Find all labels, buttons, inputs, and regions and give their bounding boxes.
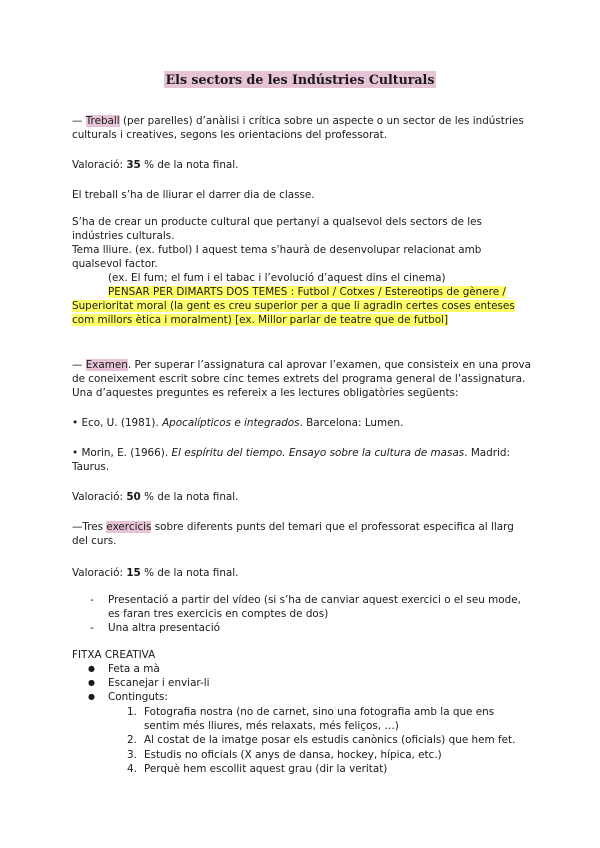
examen-ref1 <box>72 416 532 430</box>
treball-text: (per parelles) d’anàlisi i crítica sobre un aspecte o un sector de les indústries culturals i creatives, segons les orientacions del professorat. <box>72 115 524 142</box>
ref2-title: El espíritu del tiempo. Ensayo sobre la cultura de masas <box>171 447 465 459</box>
valoracio-label: Valoració: <box>72 159 127 171</box>
examen-keyword: Examen <box>85 359 128 371</box>
list-item-text: Feta a mà <box>108 663 160 675</box>
list-item-text: Al costat de la imatge posar els estudis canònics (oficials) que hem fet. <box>144 734 516 747</box>
list-item-text: Perquè hem escollit aquest grau (dir la veritat) <box>144 762 388 775</box>
treball-paragraph <box>72 114 532 142</box>
valoracio-suffix: % de la nota final. <box>140 491 239 503</box>
ref2-rest: . Madrid: Taurus. <box>72 447 511 474</box>
treball-keyword: Treball <box>85 115 120 127</box>
list-item <box>72 705 532 733</box>
valoracio-value: 35 <box>126 159 141 171</box>
valoracio-suffix: % de la nota final. <box>140 159 239 171</box>
list-item <box>72 690 532 704</box>
list-item <box>72 676 532 690</box>
treball-tema: Tema lliure. (ex. futbol) I aquest tema s’haurà de desenvolupar relacionat amb qualsevol factor. <box>72 244 482 271</box>
item-number: 1. <box>127 706 137 718</box>
item-number: 3. <box>127 748 137 761</box>
ref2-bullet: • <box>72 447 79 459</box>
list-item-text: Fotografia nostra (no de carnet, sino una fotografia amb la que ens sentim més lliures, més relaxats, més feliços, …) <box>144 706 495 733</box>
examen-paragraph <box>72 358 532 401</box>
title-container <box>0 72 600 87</box>
list-item-text: Escanejar i enviar-li <box>108 677 210 690</box>
dash-marker: - <box>90 622 94 635</box>
exercicis-prefix: —Tres <box>72 521 107 533</box>
list-item <box>72 733 532 747</box>
treball-deadline: El treball s’ha de lliurar el darrer dia de classe. <box>72 189 315 201</box>
valoracio-value: 15 <box>126 567 141 579</box>
ref2-author: Morin, E. (1966). <box>78 447 172 459</box>
ref1-bullet: • <box>72 417 79 429</box>
ref1-rest: . Barcelona: Lumen. <box>299 417 404 429</box>
examen-text: . Per superar l’assignatura cal aprovar l’examen, que consisteix en una prova de coneixement escrit sobre cinc temes extrets del programa general de l’assignatura. Una d’aquestes preguntes es refereix a les lectures obligatòries següents: <box>72 359 532 400</box>
valoracio-suffix: % de la nota final. <box>140 567 239 579</box>
pensar-rest: Superioritat moral (la gent es creu superior per a que li agradin certes coses enteses com millors ètica i moralment) [ex. Millor parlar de teatre que de futbol] <box>72 300 515 327</box>
treball-valoracio <box>72 158 532 172</box>
valoracio-label: Valoració: <box>72 491 127 503</box>
exercicis-list <box>72 593 532 636</box>
examen-valoracio <box>72 490 532 504</box>
treball-product: S’ha de crear un producte cultural que pertanyi a qualsevol dels sectors de les indústries culturals. <box>72 216 482 243</box>
bullet-marker: ● <box>88 678 95 688</box>
ref1-title: Apocalípticos e integrados <box>162 417 300 429</box>
list-item <box>72 593 532 621</box>
bullet-marker: ● <box>88 664 95 673</box>
document-title: Els sectors de les Indústries Culturals <box>165 72 435 87</box>
list-item-text: Continguts: <box>108 691 168 704</box>
list-item-text: Una altra presentació <box>108 622 220 635</box>
fitxa-heading: FITXA CREATIVA <box>72 649 156 661</box>
ref1-author: Eco, U. (1981). <box>78 417 163 429</box>
list-item <box>72 748 532 762</box>
list-item <box>72 762 532 776</box>
item-number: 2. <box>127 734 137 747</box>
exercicis-valoracio <box>72 566 532 580</box>
dash-marker: - <box>90 594 94 606</box>
list-item-text: Estudis no oficials (X anys de dansa, hockey, hípica, etc.) <box>144 748 442 761</box>
treball-dash: — <box>72 115 83 127</box>
list-item <box>72 662 532 676</box>
treball-pensar <box>72 285 532 328</box>
valoracio-label: Valoració: <box>72 567 127 579</box>
valoracio-value: 50 <box>126 491 141 503</box>
list-item <box>72 621 532 635</box>
fitxa-list <box>72 662 532 705</box>
item-number: 4. <box>127 762 137 775</box>
pensar-line1: PENSAR PER DIMARTS DOS TEMES : Futbol / Cotxes / Estereotips de gènere / <box>108 286 506 298</box>
examen-dash: — <box>72 359 83 371</box>
fitxa-contents-list <box>72 705 532 776</box>
exercicis-keyword: exercicis <box>106 521 152 533</box>
exercicis-text: sobre diferents punts del temari que el professorat especifica al llarg del curs. <box>72 521 514 548</box>
exercicis-paragraph <box>72 520 532 548</box>
bullet-marker: ● <box>88 692 95 702</box>
examen-ref2 <box>72 446 532 474</box>
list-item-text: Presentació a partir del vídeo (si s’ha de canviar aquest exercici o el seu mode, es faran tres exercicis en comptes de dos) <box>108 594 521 621</box>
treball-example: (ex. El fum; el fum i el tabac i l’evolució d’aquest dins el cinema) <box>108 272 446 284</box>
